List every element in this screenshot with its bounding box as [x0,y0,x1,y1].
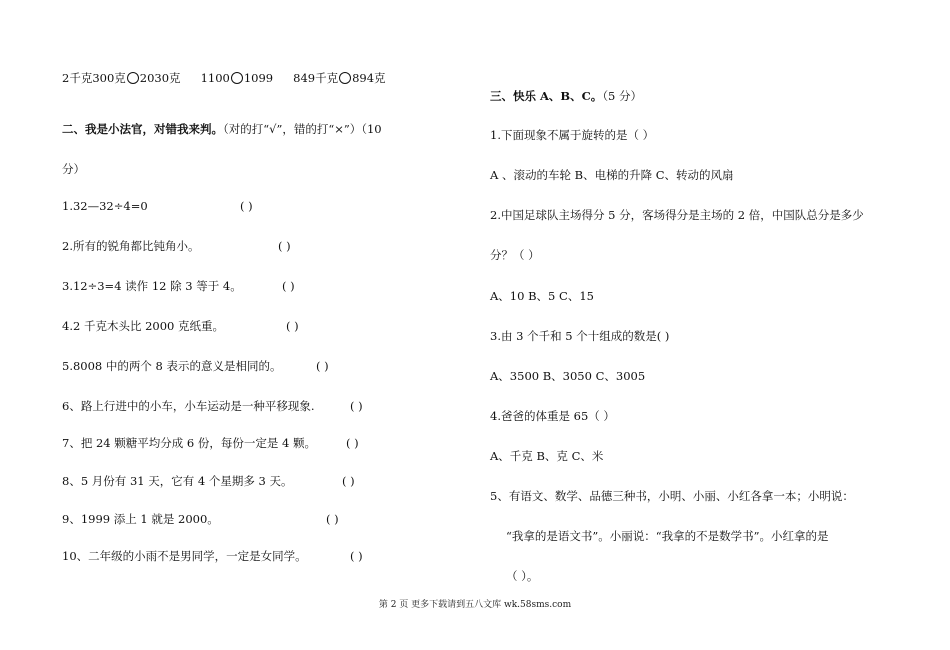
judge-item [62,435,402,451]
compare-left-value: 849千克 [293,71,339,85]
page-footer: 第 2 页 更多下载请到五八文库 wk.58sms.com [378,600,572,610]
answer-parentheses[interactable]: ( ) [286,319,299,333]
question-line: 5、有语文、数学、品德三种书，小明、小丽、小红各拿一本；小明说： [490,489,854,503]
compare-left-value: 1100 [200,71,230,85]
option-line: A 、滚动的车轮 B、电梯的升降 C、转动的风扇 [490,168,734,182]
answer-parentheses[interactable]: ( ) [316,359,329,373]
section2-note-continued: 分） [62,162,85,176]
section3-title: 三、快乐 A、B、C。 [490,89,603,103]
compare-item [293,70,385,86]
option-line: A、3500 B、3050 C、3005 [490,369,646,383]
section2-heading [62,121,382,137]
judge-item [62,511,402,527]
answer-parentheses[interactable]: ( ) [240,199,253,213]
section2-title: 二、我是小法官，对错我来判。 [62,122,223,136]
judge-item [62,278,322,294]
judge-item-text: 8、5 月份有 31 天，它有 4 个星期多 3 天。 [62,474,293,488]
judge-item-text: 3.12÷3=4 读作 12 除 3 等于 4。 [62,279,242,293]
judge-item-text: 4.2 千克木头比 2000 克纸重。 [62,319,225,333]
compare-item [201,70,274,86]
compare-circle-icon [339,72,351,84]
answer-parentheses[interactable]: ( ) [350,399,363,413]
question-line: （ ）。 [506,569,539,583]
judge-item-text: 9、1999 添上 1 就是 2000。 [62,512,219,526]
compare-right-value: 2030克 [139,71,181,85]
judge-item [62,548,402,564]
compare-right-value: 1099 [243,71,274,85]
judge-item-text: 1.32—32÷4=0 [62,199,148,213]
compare-left-value: 2千克300克 [62,71,126,85]
judge-item-text: 10、二年级的小雨不是男同学，一定是女同学。 [62,549,307,563]
question-line: 分？（ ） [490,248,540,262]
section3-points: （5 分） [602,89,643,103]
judge-item [62,398,402,414]
judge-item [62,318,322,334]
compare-circle-icon [127,72,139,84]
judge-item [62,358,362,374]
question-line: 2.中国足球队主场得分 5 分，客场得分是主场的 2 倍，中国队总分是多少 [490,208,864,222]
judge-item-text: 6、路上行进中的小车，小车运动是一种平移现象. [62,399,315,413]
answer-parentheses[interactable]: ( ) [350,549,363,563]
answer-parentheses[interactable]: ( ) [346,436,359,450]
answer-parentheses[interactable]: ( ) [342,474,355,488]
judge-item-text: 7、把 24 颗糖平均分成 6 份，每份一定是 4 颗。 [62,436,317,450]
judge-item [62,198,322,214]
judge-item-text: 5.8008 中的两个 8 表示的意义是相同的。 [62,359,282,373]
answer-parentheses[interactable]: ( ) [326,512,339,526]
question-line: 3.由 3 个千和 5 个十组成的数是( ) [490,329,670,343]
section2-note: （对的打“√”，错的打“×”）（10 [223,122,382,136]
judge-item-text: 2.所有的锐角都比钝角小。 [62,239,200,253]
option-line: A、10 B、5 C、15 [490,289,594,303]
question-line: 1.下面现象不属于旋转的是（ ） [490,128,655,142]
answer-parentheses[interactable]: ( ) [278,239,291,253]
answer-parentheses[interactable]: ( ) [282,279,295,293]
judge-item [62,238,322,254]
question-line: “我拿的是语文书”。小丽说：“我拿的不是数学书”。小红拿的是 [506,529,829,543]
compare-item [62,70,181,86]
compare-right-value: 894克 [352,71,386,85]
question-line: 4.爸爸的体重是 65（ ） [490,409,615,423]
compare-circle-icon [231,72,243,84]
compare-row [62,70,386,86]
option-line: A、千克 B、克 C、米 [490,449,604,463]
section3-heading [490,88,642,104]
judge-item [62,473,402,489]
